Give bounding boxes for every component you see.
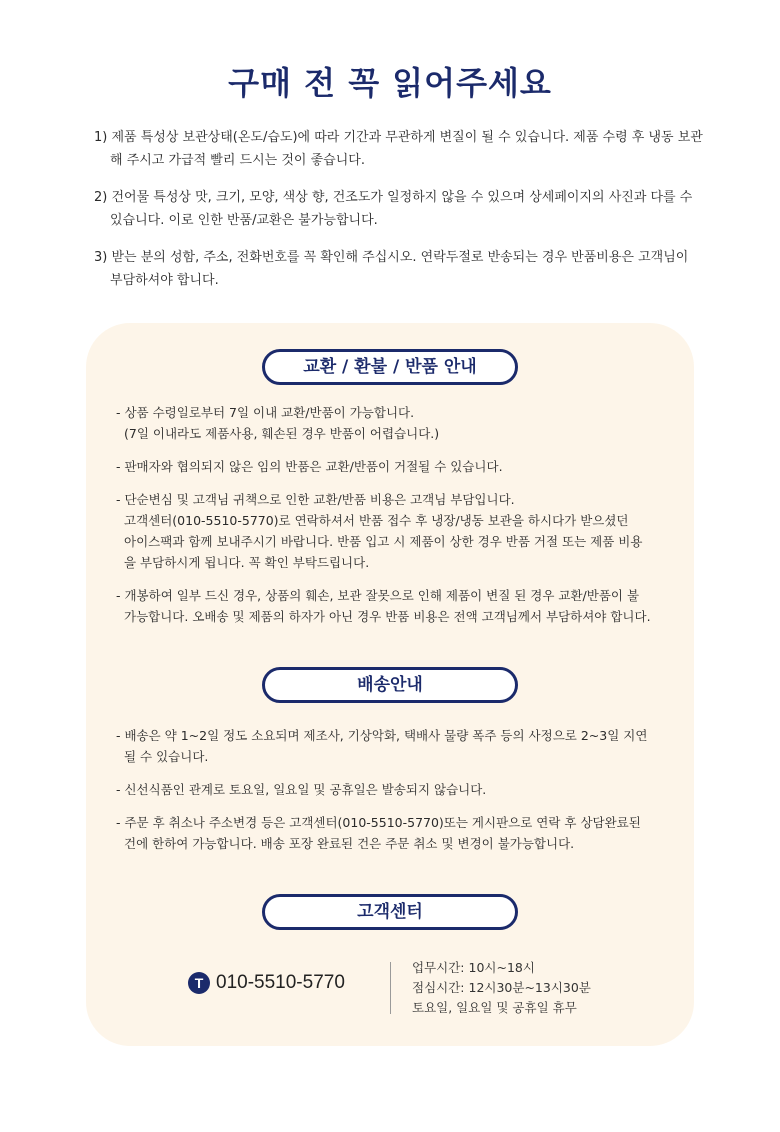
bullet-line: 가능합니다. 오배송 및 제품의 하자가 아닌 경우 반품 비용은 전액 고객님께서 부담하셔야 합니다. xyxy=(124,609,651,624)
business-hours xyxy=(412,958,591,1018)
shipping-bullet xyxy=(116,779,676,800)
hours-line: 업무시간: 10시~18시 xyxy=(412,960,535,975)
shipping-heading: 배송안내 xyxy=(262,667,518,703)
notice-list xyxy=(94,126,706,306)
notice-item xyxy=(94,126,706,172)
bullet-line: 건에 한하여 가능합니다. 배송 포장 완료된 건은 주문 취소 및 변경이 불가능합니다. xyxy=(124,836,575,851)
phone-number[interactable] xyxy=(188,972,345,994)
bullet-line: - 판매자와 협의되지 않은 임의 반품은 교환/반품이 거절될 수 있습니다. xyxy=(116,459,503,474)
bullet-line: 을 부담하시게 됩니다. 꼭 확인 부탁드립니다. xyxy=(124,555,370,570)
bullet-line: 아이스팩과 함께 보내주시기 바랍니다. 반품 입고 시 제품이 상한 경우 반품 거절 또는 제품 비용 xyxy=(124,534,643,549)
bullet-line: - 상품 수령일로부터 7일 이내 교환/반품이 가능합니다. xyxy=(116,405,415,420)
page-title: 구매 전 꼭 읽어주세요 xyxy=(228,64,552,102)
notice-line: 3) 받는 분의 성함, 주소, 전화번호를 꼭 확인해 주십시오. 연락두절로 반송되는 경우 반품비용은 고객님이 xyxy=(94,250,689,265)
bullet-line: - 신선식품인 관계로 토요일, 일요일 및 공휴일은 발송되지 않습니다. xyxy=(116,782,487,797)
notice-line: 부담하셔야 합니다. xyxy=(110,273,219,288)
notice-item xyxy=(94,246,706,292)
hours-line: 점심시간: 12시30분~13시30분 xyxy=(412,980,591,995)
exchange-bullet xyxy=(116,402,676,444)
exchange-bullet xyxy=(116,489,676,573)
bullet-line: - 주문 후 취소나 주소변경 등은 고객센터(010-5510-5770)또는 게시판으로 연락 후 상담완료된 xyxy=(116,815,641,830)
bullet-line: 될 수 있습니다. xyxy=(124,749,209,764)
bullet-line: - 개봉하여 일부 드신 경우, 상품의 훼손, 보관 잘못으로 인해 제품이 변질 된 경우 교환/반품이 불 xyxy=(116,588,640,603)
bullet-line: - 배송은 약 1~2일 정도 소요되며 제조사, 기상악화, 택배사 물량 폭주 등의 사정으로 2~3일 지연 xyxy=(116,728,648,743)
exchange-heading: 교환 / 환불 / 반품 안내 xyxy=(262,349,518,385)
divider xyxy=(390,962,391,1014)
exchange-section xyxy=(116,402,676,639)
notice-item xyxy=(94,186,706,232)
hours-line: 토요일, 일요일 및 공휴일 휴무 xyxy=(412,1000,577,1015)
notice-line: 있습니다. 이로 인한 반품/교환은 불가능합니다. xyxy=(110,213,378,228)
exchange-bullet xyxy=(116,456,676,477)
notice-line: 2) 건어물 특성상 맛, 크기, 모양, 색상 향, 건조도가 일정하지 않을 수 있으며 상세페이지의 사진과 다를 수 xyxy=(94,190,693,205)
shipping-section xyxy=(116,725,676,866)
shipping-bullet xyxy=(116,812,676,854)
customer-center-heading: 고객센터 xyxy=(262,894,518,930)
bullet-line: 고객센터(010-5510-5770)로 연락하셔서 반품 접수 후 냉장/냉동 보관을 하시다가 받으셨던 xyxy=(124,513,629,528)
bullet-line: (7일 이내라도 제품사용, 훼손된 경우 반품이 어렵습니다.) xyxy=(124,426,440,441)
shipping-bullet xyxy=(116,725,676,767)
phone-text: 010-5510-5770 xyxy=(216,972,345,993)
notice-line: 해 주시고 가급적 빨리 드시는 것이 좋습니다. xyxy=(110,153,365,168)
phone-icon: T xyxy=(188,972,210,994)
bullet-line: - 단순변심 및 고객님 귀책으로 인한 교환/반품 비용은 고객님 부담입니다. xyxy=(116,492,515,507)
notice-line: 1) 제품 특성상 보관상태(온도/습도)에 따라 기간과 무관하게 변질이 될 수 있습니다. 제품 수령 후 냉동 보관 xyxy=(94,130,703,145)
exchange-bullet xyxy=(116,585,676,627)
